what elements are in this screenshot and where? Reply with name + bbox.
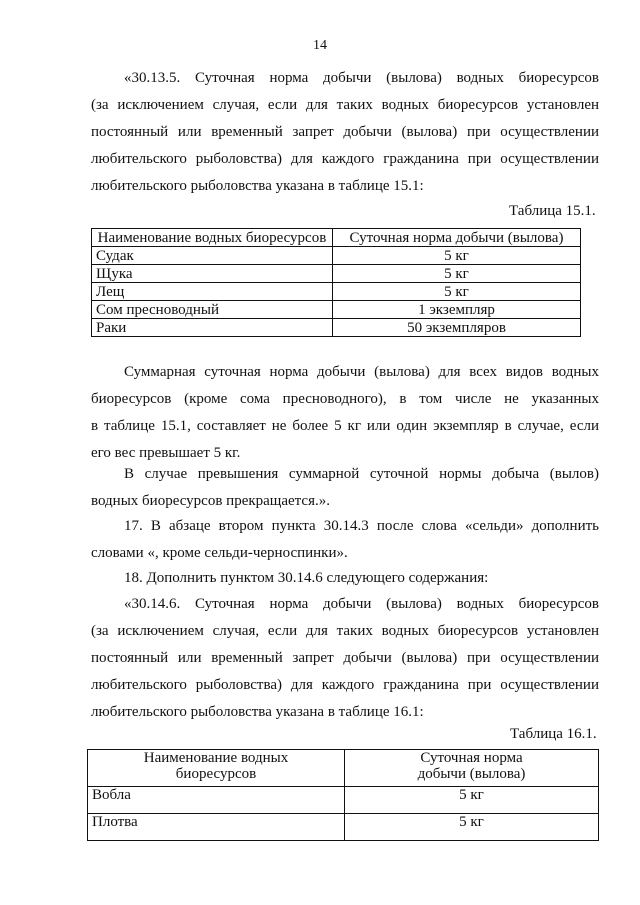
table-15-1 <box>91 228 581 337</box>
para1-line-3: постоянный или временный запрет добычи (вылова) при осуществлении <box>91 124 599 140</box>
table1-cell-norm: 5 кг <box>333 247 581 265</box>
para1-line-5: любительского рыболовства указана в таблице 15.1: <box>91 178 424 194</box>
table2-cell-norm: 5 кг <box>345 814 599 841</box>
para1-line-4: любительского рыболовства) для каждого гражданина при осуществлении <box>91 151 599 167</box>
para6-line-1: «30.14.6. Суточная норма добычи (вылова) водных биоресурсов <box>124 596 599 612</box>
table-row <box>92 265 581 283</box>
para3-line-2: водных биоресурсов прекращается.». <box>91 493 330 509</box>
para4-line-2: словами «, кроме сельди-черноспинки». <box>91 545 348 561</box>
table2-header-norm-line-1: Суточная норма <box>420 750 523 766</box>
para6-line-3: постоянный или временный запрет добычи (вылова) при осуществлении <box>91 650 599 666</box>
table1-header-norm: Суточная норма добычи (вылова) <box>333 229 581 247</box>
table1-cell-norm: 1 экземпляр <box>333 301 581 319</box>
table1-cell-norm: 50 экземпляров <box>333 319 581 337</box>
table2-header-norm <box>345 750 599 787</box>
para4-line-1: 17. В абзаце втором пункта 30.14.3 после слова «сельди» дополнить <box>124 518 599 534</box>
para3-line-1: В случае превышения суммарной суточной нормы добыча (вылов) <box>124 466 599 482</box>
table2-cell-name: Вобла <box>88 787 345 814</box>
para5-line-1: 18. Дополнить пунктом 30.14.6 следующего содержания: <box>124 570 489 586</box>
page-number: 14 <box>313 38 327 53</box>
table1-cell-norm: 5 кг <box>333 265 581 283</box>
para1-line-2: (за исключением случая, если для таких водных биоресурсов установлен <box>91 97 599 113</box>
table1-cell-name: Лещ <box>92 283 333 301</box>
table-row <box>92 319 581 337</box>
para2-line-3: в таблице 15.1, составляет не более 5 кг или один экземпляр в случае, если <box>91 418 599 434</box>
table2-cell-name: Плотва <box>88 814 345 841</box>
table-row <box>88 787 599 814</box>
table2-cell-norm: 5 кг <box>345 787 599 814</box>
table2-header-name-line-2: биоресурсов <box>175 766 257 782</box>
table-row <box>92 301 581 319</box>
table2-header-row <box>88 750 599 787</box>
para2-line-1: Суммарная суточная норма добычи (вылова) для всех видов водных <box>124 364 599 380</box>
table1-header-name: Наименование водных биоресурсов <box>92 229 333 247</box>
table-row <box>92 247 581 265</box>
para1-line-1: «30.13.5. Суточная норма добычи (вылова) водных биоресурсов <box>124 70 599 86</box>
table1-header-row <box>92 229 581 247</box>
table1-cell-name: Раки <box>92 319 333 337</box>
table-row <box>88 814 599 841</box>
table-row <box>92 283 581 301</box>
table-16-1 <box>87 749 599 841</box>
para6-line-4: любительского рыболовства) для каждого гражданина при осуществлении <box>91 677 599 693</box>
table1-cell-norm: 5 кг <box>333 283 581 301</box>
table1-cell-name: Сом пресноводный <box>92 301 333 319</box>
table2-header-name <box>88 750 345 787</box>
para6-line-5: любительского рыболовства указана в таблице 16.1: <box>91 704 424 720</box>
para6-line-2: (за исключением случая, если для таких водных биоресурсов установлен <box>91 623 599 639</box>
para2-line-4: его вес превышает 5 кг. <box>91 445 241 461</box>
table2-caption: Таблица 16.1. <box>510 726 597 742</box>
para2-line-2: биоресурсов (кроме сома пресноводного), в том числе не указанных <box>91 391 599 407</box>
table2-header-name-line-1: Наименование водных <box>143 750 289 766</box>
table1-cell-name: Щука <box>92 265 333 283</box>
table1-cell-name: Судак <box>92 247 333 265</box>
table1-caption: Таблица 15.1. <box>509 203 596 219</box>
table2-header-norm-line-2: добычи (вылова) <box>417 766 526 782</box>
